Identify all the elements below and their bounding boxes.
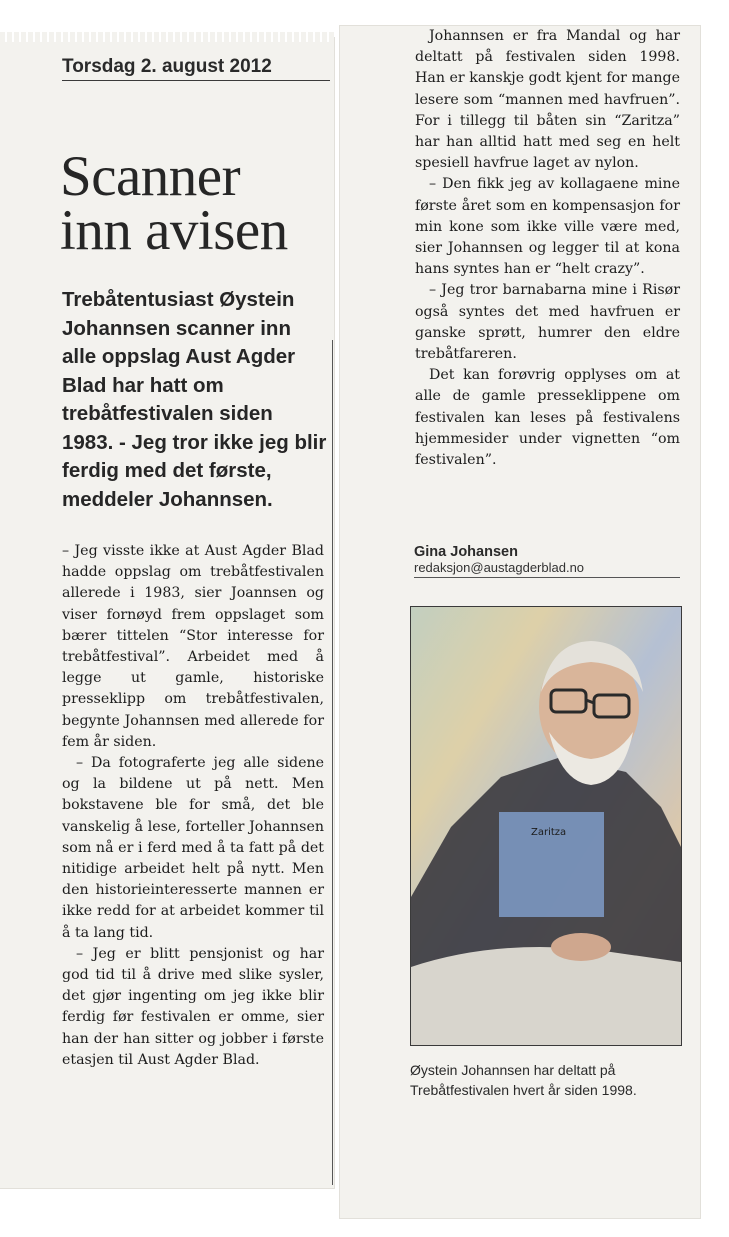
photo-illustration	[411, 607, 681, 1045]
headline-line-1: Scanner	[60, 145, 241, 208]
ingress-text: Trebåtentusiast Øystein Johannsen scanner inn alle oppslag Aust Agder Blad har hatt om trebåtfestivalen siden 1983. - Jeg tror ikke jeg blir ferdig med det første, meddeler Johannsen.	[62, 288, 327, 511]
body-column-left	[62, 541, 324, 1071]
byline-name: Gina Johansen	[414, 544, 518, 560]
shirt-text: Zaritza	[531, 827, 567, 838]
clipping-right	[340, 26, 700, 1218]
paragraph: – Jeg er blitt pensjonist og har god tid til å drive med slike sysler, det gjør ingenting om jeg ikke blir ferdig før festivalen er omme, sier han der han sitter og jobber i første etasjen til Aust Agder Blad.	[62, 945, 324, 1068]
paragraph: – Den fikk jeg av kollagaene mine første året som en kompensasjon for min kone som ikke ville være med, sier Johannsen og legger til at kona hans syntes han er “helt crazy”.	[415, 176, 680, 278]
byline-email: redaksjon@austagderblad.no	[414, 560, 585, 575]
headline-line-2: inn avisen	[60, 199, 288, 262]
body-column-right	[415, 26, 680, 471]
paragraph: Det kan forøvrig opplyses om at alle de gamle presseklippene om festivalen kan leses på festivalens hjemmesider under vignetten “om festivalen”.	[415, 367, 680, 469]
column-rule	[332, 340, 333, 1185]
paragraph: – Jeg visste ikke at Aust Agder Blad hadde oppslag om trebåtfestivalen allerede i 1983, sier Joannsen og viser fornøyd frem oppslaget som bærer tittelen “Stor interesse for trebåtfestival”. Arbeidet med å legge ut gamle, historiske presseklipp om trebåtfestivalen, begynte Johannsen med allerede for fem år siden.	[62, 543, 324, 750]
paragraph: Johannsen er fra Mandal og har deltatt på festivalen siden 1998. Han er kanskje godt kjent for mange lesere som “mannen med havfruen”. For i tillegg til båten sin “Zaritza” har han alltid hatt med seg en helt spesiell havfrue laget av nylon.	[415, 28, 680, 172]
dateline: Torsdag 2. august 2012	[62, 56, 330, 81]
paragraph: – Jeg tror barnabarna mine i Risør også syntes det med havfruen er ganske sprøtt, humrer den eldre trebåtfareren.	[415, 282, 680, 363]
ingress	[62, 286, 327, 514]
photo-caption: Øystein Johannsen har deltatt på Trebåtfestivalen hvert år siden 1998.	[410, 1062, 637, 1098]
photo	[410, 606, 682, 1046]
headline	[60, 145, 330, 262]
byline	[414, 544, 680, 578]
paragraph: – Da fotograferte jeg alle sidene og la bildene ut på nett. Men bokstavene ble for små, det ble vanskelig å lese, forteller Johannsen som nå er i ferd med å ta fatt på det nitidige arbeidet helt på nytt. Men den historieinteresserte mannen er ikke redd for at arbeidet kommer til å ta lang tid.	[62, 755, 324, 941]
torn-edge	[0, 32, 334, 42]
